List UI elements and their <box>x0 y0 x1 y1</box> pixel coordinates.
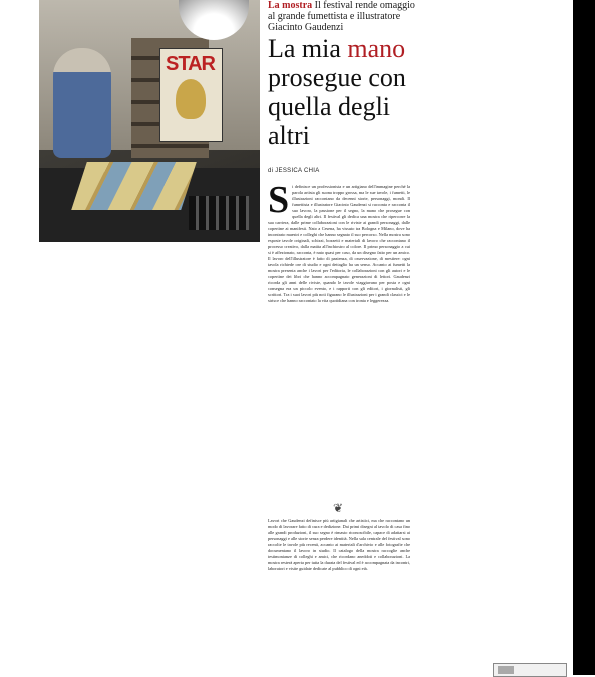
body-text-2: Lavori che Gaudenzi definisce più artigianali che artistici, ma che raccontano un modo di lavorare fatto di cura e dedizione. Dai primi disegni al tavolo di casa fino alle grandi produzioni, il suo segno è rimasto riconoscibile, capace di adattarsi ai personaggi e alle storie senza perdere identità. Nella sala centrale del festival sono raccolte le tavole più recenti, accanto ai materiali d'archivio e alle fotografie che documentano il lavoro in studio. Il catalogo della mostra raccoglie anche testimonianze di colleghi e amici, che ricordano aneddoti e collaborazioni. La mostra resterà aperta per tutta la durata del festival ed è accompagnata da incontri, laboratori e visite guidate dedicate al pubblico di ogni età. <box>268 518 410 571</box>
photo-poster <box>159 48 223 142</box>
article-body-column-1 <box>268 184 410 500</box>
article-dropcap: S <box>268 184 290 221</box>
kicker-label: La mostra <box>268 0 313 11</box>
body-text-1: i definisce un professionista e un artigiano dell'immagine perché la parola artista gli suona troppo grossa, ma le sue tavole, i fumetti, le illustrazioni raccontano da decenni storie, personaggi, mondi. Il fumettista e illustratore Giacinto Gaudenzi si racconta e racconta il suo lavoro, la passione per il segno, la mano che prosegue con quella degli altri. Il festival gli dedica una mostra che ripercorre la sua carriera, dalle prime collaborazioni con le riviste ai grandi personaggi, dalle copertine ai manifesti. Nato a Cesena, ha vissuto tra Bologna e Milano, dove ha incontrato maestri e colleghi che hanno segnato il suo percorso. Nella mostra sono esposte tavole originali, schizzi, bozzetti e materiali di lavoro che raccontano il processo creativo, dalla matita all'inchiostro al colore. Il primo personaggio a cui si è affezionato, racconta, è nato quasi per caso, da un disegno fatto per un amico. Il lavoro dell'illustratore è fatto di pazienza, di osservazione, di mestiere: ogni tavola richiede ore di studio e ogni dettaglio ha un senso. Accanto ai fumetti la mostra presenta anche i lavori per l'editoria, le collaborazioni con gli autori e le copertine dei libri che hanno accompagnato generazioni di lettori. Gaudenzi ricorda gli anni delle riviste, quando le tavole viaggiavano per posta e ogni consegna era un piccolo evento, e i rapporti con gli editori, i giornalisti, gli scrittori. Tra i suoi lavori più noti figurano le illustrazioni per i grandi classici e le strisce che hanno raccontato la vita quotidiana con ironia e leggerezza. <box>268 184 410 303</box>
headline-part2: prosegue con quella degli altri <box>268 63 406 150</box>
right-edge-bar <box>573 0 595 675</box>
article-byline: di JESSICA CHIA <box>268 168 320 174</box>
article-headline <box>268 34 433 150</box>
photo-drawings <box>71 162 197 210</box>
photo-artist-figure <box>53 48 111 158</box>
poster-face <box>176 79 206 119</box>
photo-ink-bottles <box>189 196 249 230</box>
kicker-text: Il festival rende omaggio al grande fumettista e illustratore Giacinto Gaudenzi <box>268 0 415 33</box>
article-body-column-2 <box>268 518 410 675</box>
artist-photo <box>39 0 260 242</box>
thumbnail-image <box>498 666 514 674</box>
headline-highlight: mano <box>347 34 406 63</box>
headline-part1: La mia <box>268 34 348 63</box>
poster-text: STAR <box>166 53 215 75</box>
article-kicker <box>268 0 418 33</box>
separator-ornament-icon: ❦ <box>333 501 344 515</box>
